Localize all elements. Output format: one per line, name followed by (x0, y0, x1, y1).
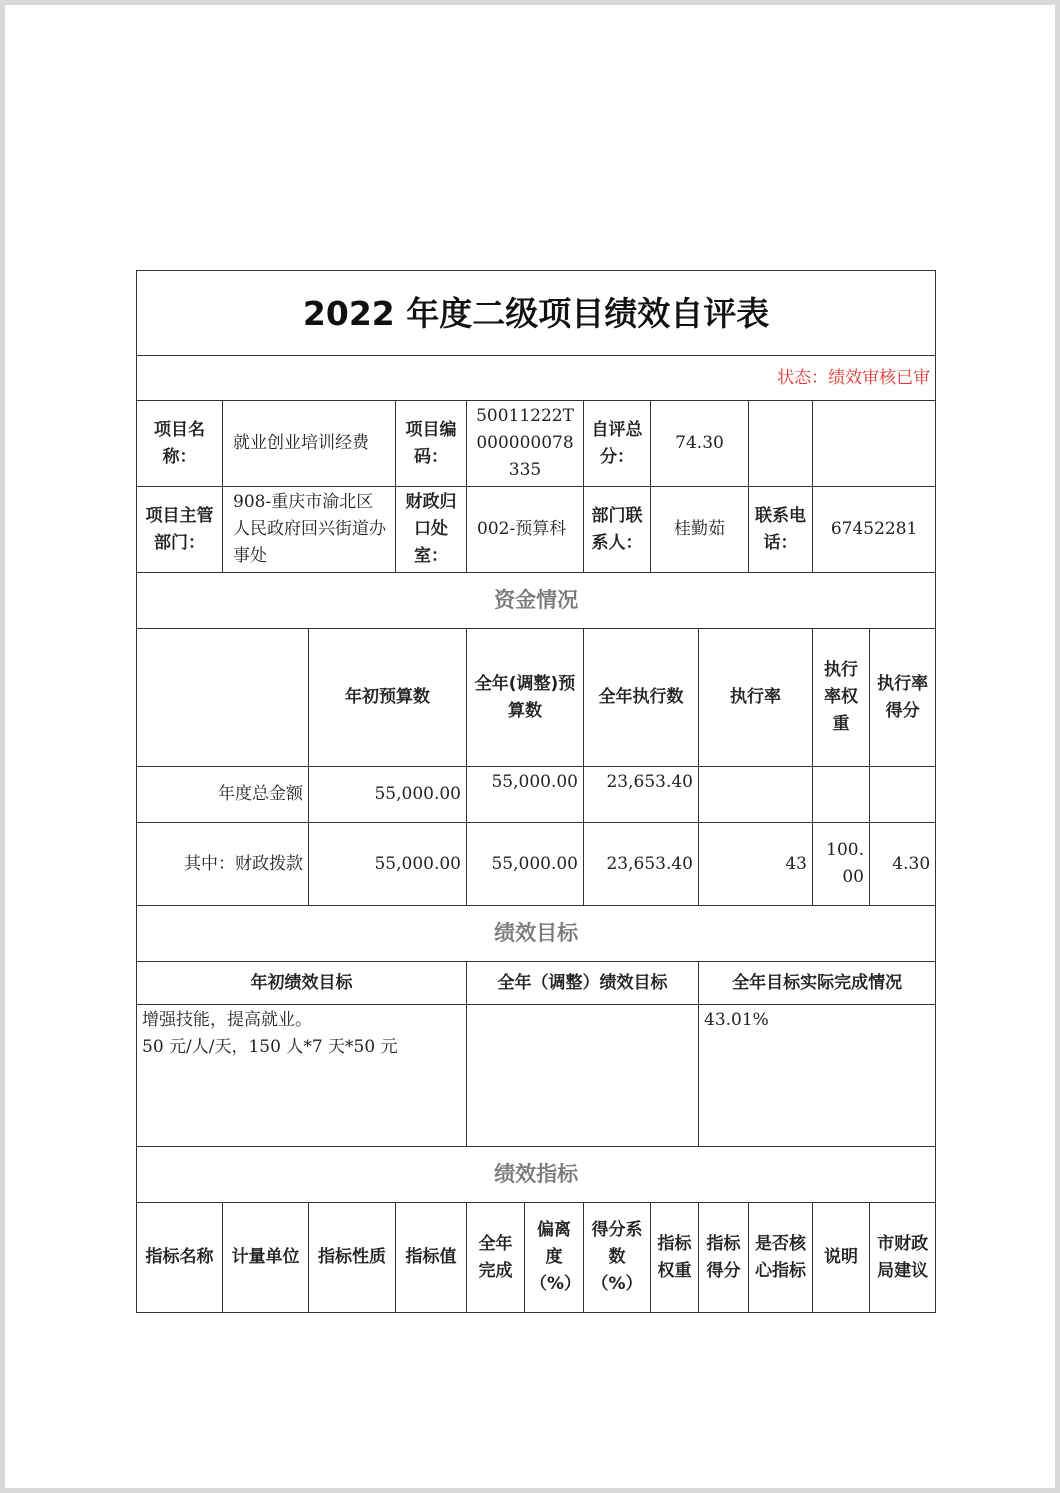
goals-header-adjusted: 全年（调整）绩效目标 (467, 962, 699, 1005)
form-title: 2022 年度二级项目绩效自评表 (137, 271, 936, 356)
self-score-label: 自评总分： (584, 401, 651, 487)
empty-cell (749, 401, 813, 487)
goals-adjusted-text (467, 1005, 699, 1147)
indicator-header: 全年完成 (467, 1203, 525, 1313)
goals-section-title: 绩效目标 (137, 906, 936, 962)
indicator-header: 说明 (813, 1203, 870, 1313)
funds-header-rate: 执行率 (699, 629, 813, 767)
funds-cell-executed: 23,653.40 (584, 823, 699, 906)
goals-header-actual: 全年目标实际完成情况 (699, 962, 936, 1005)
funds-cell-executed: 23,653.40 (584, 767, 699, 823)
funds-header-score: 执行率得分 (870, 629, 936, 767)
contact-label: 部门联系人： (584, 487, 651, 573)
funds-cell-weight (813, 767, 870, 823)
funds-cell-initial: 55,000.00 (309, 823, 467, 906)
project-code-label: 项目编码： (396, 401, 467, 487)
funds-cell-rate: 43 (699, 823, 813, 906)
indicator-header: 指标性质 (309, 1203, 396, 1313)
document-page (5, 5, 1055, 1488)
funds-header-weight: 执行率权重 (813, 629, 870, 767)
indicator-header: 指标得分 (699, 1203, 749, 1313)
funds-cell-score (870, 767, 936, 823)
funds-cell-initial: 55,000.00 (309, 767, 467, 823)
indicator-header: 指标值 (396, 1203, 467, 1313)
goals-actual-text: 43.01% (699, 1005, 936, 1147)
self-evaluation-form (136, 270, 936, 1313)
indicator-header: 指标权重 (651, 1203, 699, 1313)
project-code-value: 50011222T000000078335 (467, 401, 584, 487)
goals-initial-line: 50 元/人/天，150 人*7 天*50 元 (142, 1037, 398, 1057)
goals-header-initial: 年初绩效目标 (137, 962, 467, 1005)
indicator-header: 市财政局建议 (870, 1203, 936, 1313)
funds-header-blank (137, 629, 309, 767)
funds-section-title: 资金情况 (137, 573, 936, 629)
office-value: 002-预算科 (467, 487, 584, 573)
funds-row-label: 其中：财政拨款 (137, 823, 309, 906)
phone-label: 联系电话： (749, 487, 813, 573)
funds-header-initial: 年初预算数 (309, 629, 467, 767)
goals-initial-line: 增强技能，提高就业。 (142, 1010, 312, 1030)
indicator-header: 得分系数（%） (584, 1203, 651, 1313)
project-name-value: 就业创业培训经费 (223, 401, 396, 487)
office-label: 财政归口处室： (396, 487, 467, 573)
dept-label: 项目主管部门： (137, 487, 223, 573)
status-text: 状态：绩效审核已审 (137, 356, 936, 401)
self-score-value: 74.30 (651, 401, 749, 487)
contact-value: 桂勤茹 (651, 487, 749, 573)
funds-cell-adjusted: 55,000.00 (467, 823, 584, 906)
funds-cell-adjusted: 55,000.00 (467, 767, 584, 823)
funds-cell-score: 4.30 (870, 823, 936, 906)
funds-header-adjusted: 全年(调整)预算数 (467, 629, 584, 767)
dept-value: 908-重庆市渝北区人民政府回兴街道办事处 (223, 487, 396, 573)
project-name-label: 项目名称： (137, 401, 223, 487)
funds-row-label: 年度总金额 (137, 767, 309, 823)
empty-cell (813, 401, 936, 487)
funds-cell-rate (699, 767, 813, 823)
indicators-section-title: 绩效指标 (137, 1147, 936, 1203)
phone-value: 67452281 (813, 487, 936, 573)
indicator-header: 偏离度（%） (525, 1203, 584, 1313)
funds-cell-weight: 100.00 (813, 823, 870, 906)
goals-initial-text (137, 1005, 467, 1147)
indicator-header: 指标名称 (137, 1203, 223, 1313)
indicator-header: 是否核心指标 (749, 1203, 813, 1313)
funds-header-executed: 全年执行数 (584, 629, 699, 767)
indicator-header: 计量单位 (223, 1203, 309, 1313)
